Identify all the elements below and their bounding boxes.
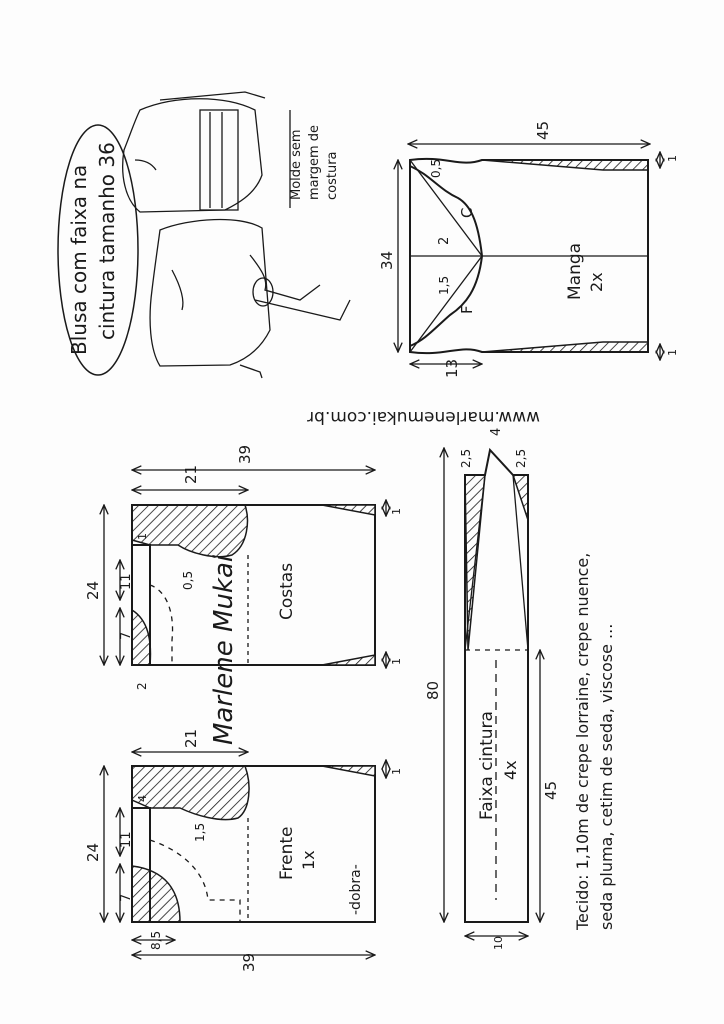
belt-mark-25a: 2,5 (459, 448, 473, 468)
sleeve-letter-f: F (458, 305, 476, 314)
title-block (58, 125, 138, 375)
sleeve-name: Manga (565, 242, 585, 300)
front-mark-85: 8,5 (149, 930, 163, 950)
note-line3: costura (325, 151, 340, 200)
front-piece (104, 752, 386, 955)
front-count: 1x (299, 850, 318, 870)
belt-name: Faixa cintura (477, 711, 497, 820)
back-mark-1c: 1 (390, 658, 403, 665)
front-mark-15: 1,5 (193, 822, 207, 842)
sleeve-mark-2: 2 (437, 236, 452, 245)
sleeve-dim-bottom: 13 (443, 358, 461, 378)
front-dim-width: 39 (240, 952, 258, 972)
back-mark-2: 2 (135, 682, 149, 690)
back-piece (104, 470, 386, 668)
note-line1: Molde sem (289, 129, 304, 200)
sleeve-mark-1b: 1 (666, 349, 679, 356)
fabric-line1: Tecido: 1,10m de crepe lorraine, crepe nuence, (573, 552, 592, 930)
back-mark-7: 7 (119, 631, 134, 640)
sleeve-dim-height: 34 (378, 250, 396, 270)
belt-count: 4x (501, 760, 520, 780)
front-mark-7: 7 (119, 893, 134, 902)
back-name: Costas (277, 562, 297, 620)
sleeve-mark-05: 0,5 (429, 158, 443, 178)
back-dim-height: 24 (84, 580, 102, 600)
website-url: www.marlenemukai.com.br (307, 407, 540, 427)
belt-mark-10: 10 (492, 936, 505, 950)
belt-mark-25b: 2,5 (514, 448, 528, 468)
back-mark-11: 11 (119, 573, 134, 590)
belt-piece (444, 448, 540, 936)
sleeve-dim-width: 45 (534, 120, 552, 140)
fabric-line2: seda pluma, cetim de seda, viscose ... (597, 623, 616, 930)
note-line2: margem de (307, 124, 322, 200)
sleeve-mark-1a: 1 (666, 155, 679, 162)
sleeve-count: 2x (587, 272, 606, 292)
back-mark-05: 0,5 (181, 570, 195, 590)
front-name: Frente (277, 826, 297, 880)
front-mark-11: 11 (119, 831, 134, 848)
website-block (307, 407, 540, 427)
back-mark-1b: 1 (390, 508, 403, 515)
title-line2: cintura tamanho 36 (95, 142, 119, 340)
signature: Marlene Mukai (209, 554, 239, 745)
front-dim-height: 24 (84, 842, 102, 862)
back-mark-1a: 1 (136, 533, 149, 540)
sleeve-letter-c: C (458, 207, 476, 218)
signature-block (209, 554, 239, 745)
blouse-sketch-front (150, 220, 350, 378)
front-mark-1: 1 (390, 768, 403, 775)
sleeve-mark-15: 1,5 (437, 275, 451, 295)
belt-dim-top: 4 (489, 427, 504, 436)
front-mark-4: 4 (136, 795, 149, 802)
belt-dim-lower: 45 (542, 780, 560, 800)
note-block (289, 125, 340, 200)
back-dim-width: 39 (236, 444, 254, 464)
belt-dim-total: 80 (424, 680, 442, 700)
fabric-block (573, 553, 616, 931)
front-dim-shoulder: 21 (182, 728, 200, 748)
front-fold-label: -dobra- (348, 864, 364, 915)
back-dim-shoulder: 21 (182, 464, 200, 484)
title-line1: Blusa com faixa na (67, 164, 91, 355)
blouse-sketch-back (123, 92, 265, 212)
